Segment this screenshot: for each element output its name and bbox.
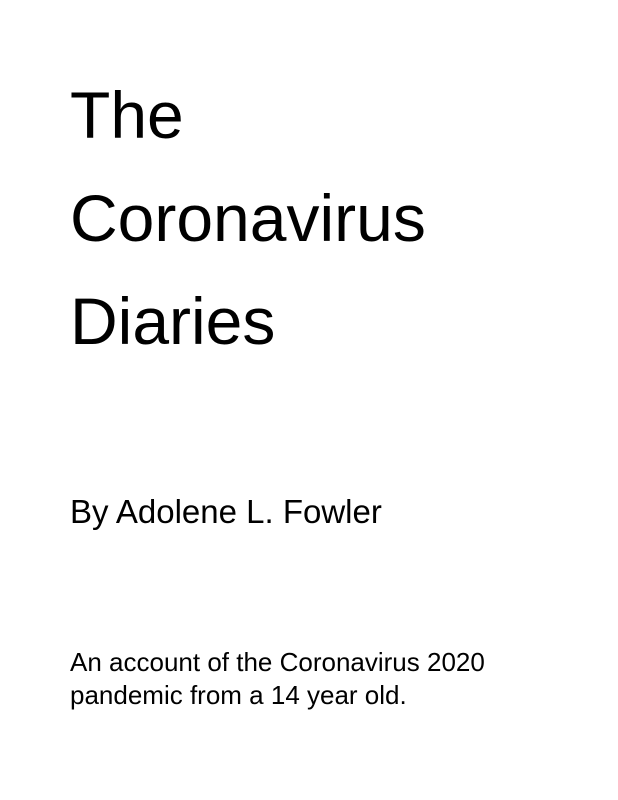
description-line-2: pandemic from a 14 year old. bbox=[70, 680, 407, 710]
description-line-1: An account of the Coronavirus 2020 bbox=[70, 647, 485, 677]
author-byline: By Adolene L. Fowler bbox=[70, 493, 382, 530]
title-line-3: Diaries bbox=[70, 284, 276, 358]
title-line-2: Coronavirus bbox=[70, 181, 426, 255]
title-line-1: The bbox=[70, 78, 184, 152]
subtitle-description bbox=[70, 646, 485, 712]
document-title bbox=[70, 64, 426, 373]
